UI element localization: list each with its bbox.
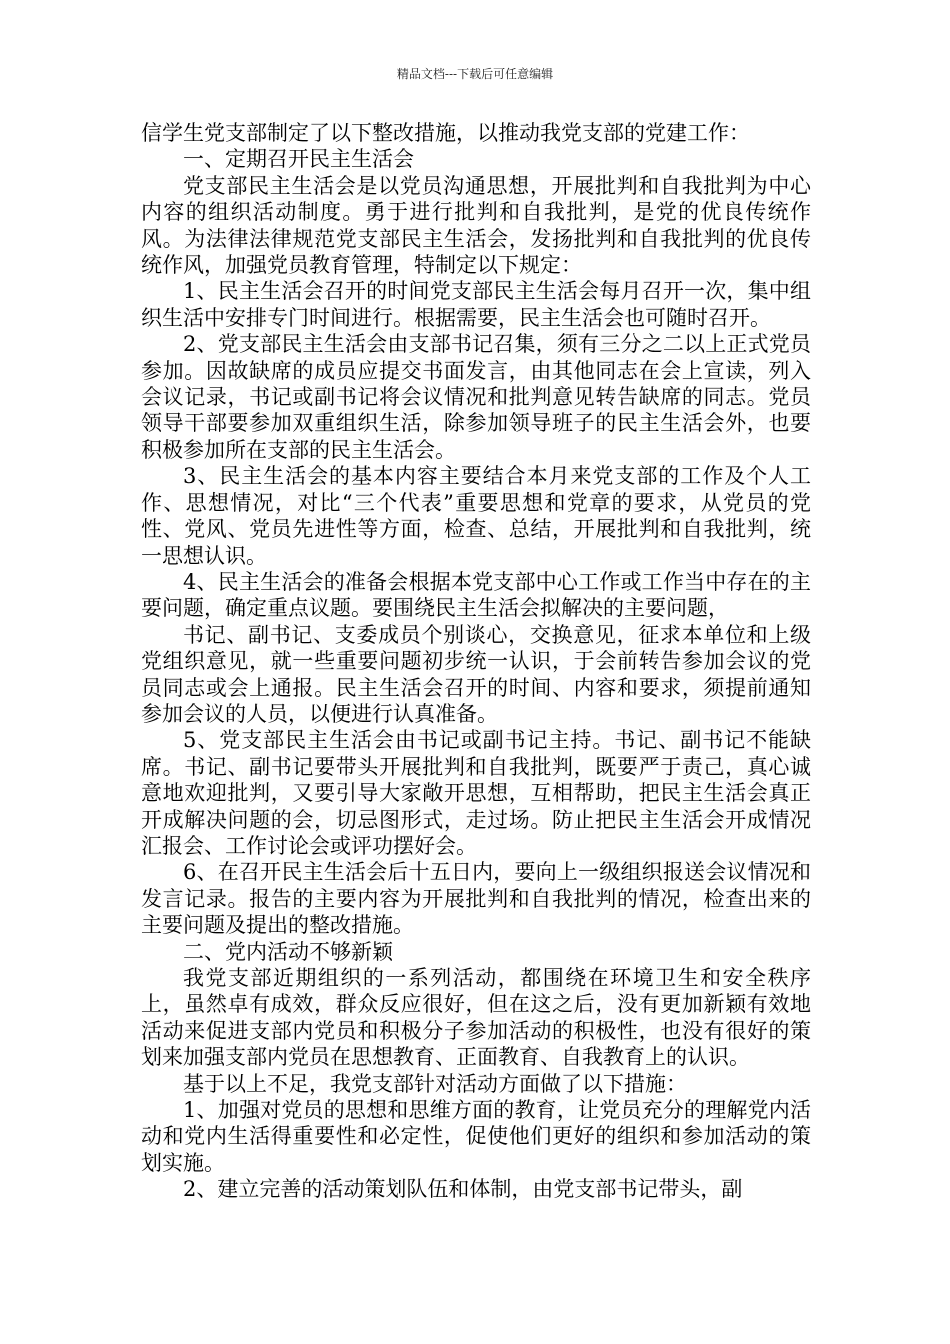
paragraph: 6、在召开民主生活会后十五日内，要向上一级组织报送会议情况和发言记录。报告的主要内容为开展批判和自我批判的情况，检查出来的主要问题及提出的整改措施。: [141, 860, 811, 938]
paragraph: 2、党支部民主生活会由支部书记召集，须有三分之二以上正式党员参加。因故缺席的成员应提交书面发言，由其他同志在会上宣读，列入会议记录，书记或副书记将会议情况和批判意见转告缺席的同志。党员领导干部要参加双重组织生活，除参加领导班子的民主生活会外，也要积极参加所在支部的民主生活会。: [141, 332, 811, 462]
paragraph: 5、党支部民主生活会由书记或副书记主持。书记、副书记不能缺席。书记、副书记要带头开展批判和自我批判，既要严于责己，真心诚意地欢迎批判，又要引导大家敞开思想，互相帮助，把民主生活会真正开成解决问题的会，切忌图形式，走过场。防止把民主生活会开成情况汇报会、工作讨论会或评功摆好会。: [141, 728, 811, 858]
section-heading-2: 二、党内活动不够新颖: [183, 939, 393, 964]
page-header: 精品文档---下载后可任意编辑: [396, 67, 554, 81]
document-body: [141, 120, 811, 1203]
section-heading-1: 一、定期召开民主生活会: [183, 147, 414, 172]
paragraph: 4、民主生活会的准备会根据本党支部中心工作或工作当中存在的主要问题，确定重点议题。要围绕民主生活会拟解决的主要问题，: [141, 569, 811, 621]
paragraph: 3、民主生活会的基本内容主要结合本月来党支部的工作及个人工作、思想情况，对比“三个代表”重要思想和党章的要求，从党员的党性、党风、党员先进性等方面，检查、总结，开展批判和自我批判，统一思想认识。: [141, 464, 811, 568]
paragraph: 党支部民主生活会是以党员沟通思想，开展批判和自我批判为中心内容的组织活动制度。勇于进行批判和自我批判，是党的优良传统作风。为法律法律规范党支部民主生活会，发扬批判和自我批判的优良传统作风，加强党员教育管理，特制定以下规定：: [141, 173, 811, 278]
paragraph: 书记、副书记、支委成员个别谈心，交换意见，征求本单位和上级党组织意见，就一些重要问题初步统一认识，于会前转告参加会议的党员同志或会上通报。民主生活会召开的时间、内容和要求，须提前通知参加会议的人员，以便进行认真准备。: [141, 622, 811, 726]
paragraph: 基于以上不足，我党支部针对活动方面做了以下措施：: [183, 1071, 687, 1096]
paragraph: 我党支部近期组织的一系列活动，都围绕在环境卫生和安全秩序上，虽然卓有成效，群众反应很好，但在这之后，没有更加新颖有效地活动来促进支部内党员和积极分子参加活动的积极性，也没有很好的策划来加强支部内党员在思想教育、正面教育、自我教育上的认识。: [141, 966, 811, 1070]
paragraph: 2、建立完善的活动策划队伍和体制，由党支部书记带头，副: [183, 1177, 743, 1202]
paragraph: 1、民主生活会召开的时间党支部民主生活会每月召开一次，集中组织生活中安排专门时间进行。根据需要，民主生活会也可随时召开。: [141, 279, 811, 330]
paragraph-intro: 信学生党支部制定了以下整改措施，以推动我党支部的党建工作：: [141, 121, 750, 145]
paragraph: 1、加强对党员的思想和思维方面的教育，让党员充分的理解党内活动和党内生活得重要性和必定性，促使他们更好的组织和参加活动的策划实施。: [141, 1098, 811, 1175]
